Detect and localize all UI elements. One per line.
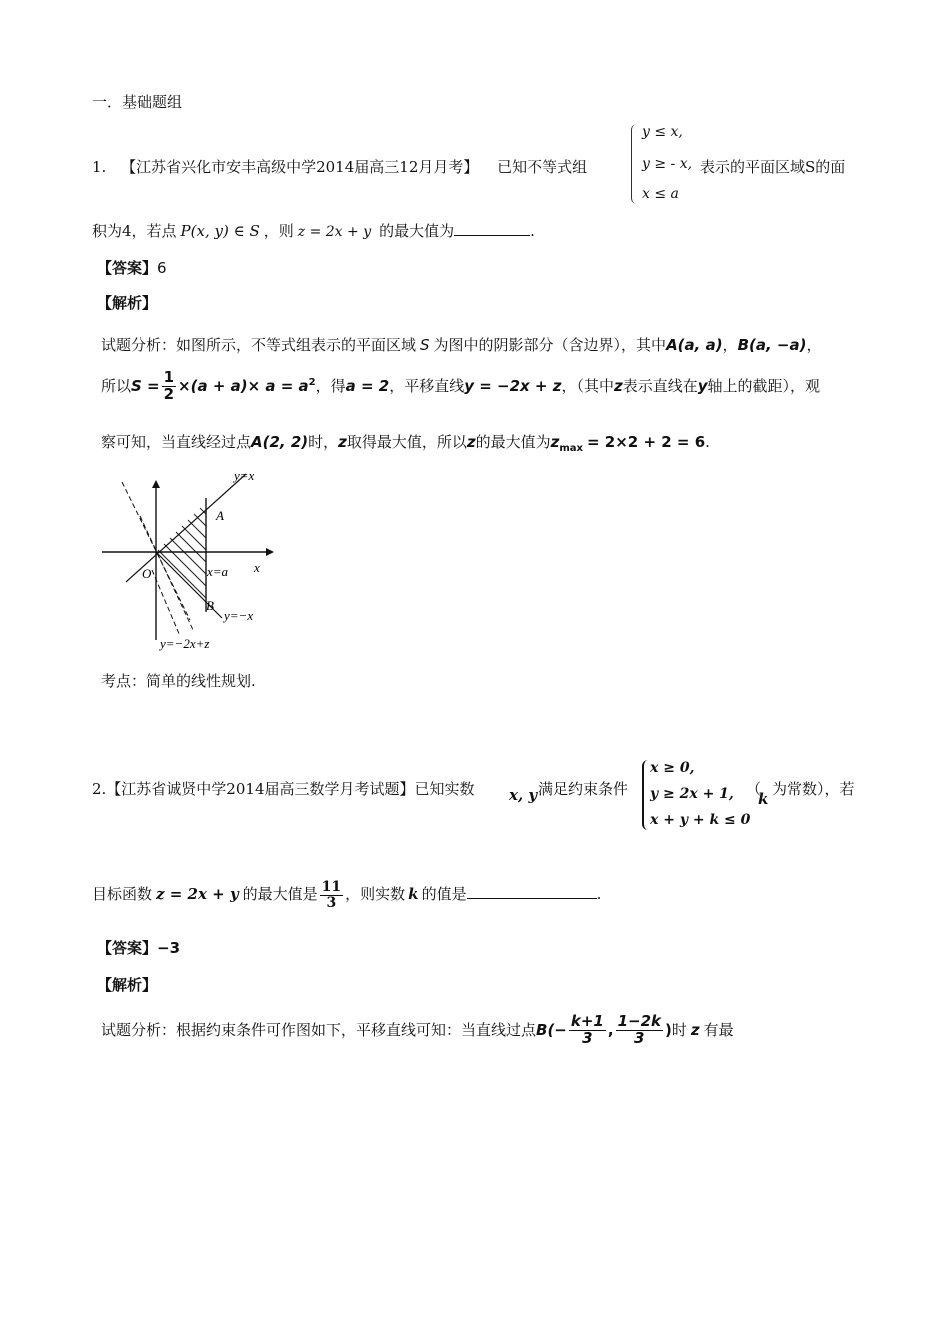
q2-analysis-line (101, 1014, 734, 1047)
q2-analysis-comma: , (607, 1020, 614, 1039)
q1-answer-label: 【答案】 (97, 259, 158, 277)
q1-system-brace (631, 124, 638, 204)
q1-expr: z = 2x + y (297, 224, 372, 240)
q2-line2-c: ，则实数 (345, 885, 406, 904)
q1-analysis-text-2a: 所以 (101, 376, 132, 395)
q2-k: k (758, 790, 769, 808)
q1-figure-label-O: O (142, 566, 152, 581)
q1-analysis-point-A: A(a, a) (666, 336, 723, 354)
q1-analysis-line3 (101, 431, 710, 454)
q1-analysis-sup: 2 (308, 376, 316, 388)
q1-system-line-2: y ≥ - x, (642, 156, 693, 172)
q1-answer-blank[interactable] (454, 221, 530, 236)
q1-line1 (92, 156, 587, 177)
q2-number-source: 2.【江苏省诚贤中学2014届高三数学月考试题】 (92, 780, 415, 798)
q1-figure-label-A: A (216, 508, 224, 523)
q1-analysis-text-2e: 表示直线在 (622, 376, 698, 395)
q1-stem-before: 已知不等式组 (497, 158, 588, 176)
q1-system-line-3: x ≤ a (642, 186, 679, 202)
q1-analysis-text-2d: ，（其中 (561, 376, 614, 395)
q1-analysis-zmax-value: = 2×2 + 2 = 6 (587, 433, 706, 451)
q2-answer-value: −3 (157, 939, 181, 957)
q1-system-line-1: y ≤ x, (642, 124, 683, 140)
q2-max-fraction: $\frac{11}{3}$ (321, 879, 342, 911)
q2-analysis-z: z (690, 1020, 700, 1039)
q1-analysis-zmax-sub: max (559, 443, 584, 454)
q2-answer-label: 【答案】 (97, 939, 158, 957)
q1-number: 1. (92, 158, 107, 176)
q1-analysis-S-eq: S = (131, 376, 160, 395)
q1-analysis-line-eq: y = −2x + z (464, 376, 562, 395)
q1-figure-y-arrow-icon (152, 480, 160, 488)
q1-analysis-text-3b: 时， (308, 433, 339, 451)
q1-analysis-text-1c: ， (722, 336, 738, 354)
q1-analysis-z2: z (338, 433, 347, 451)
q1-analysis-half: $\frac{1}{2}$ (163, 368, 175, 403)
q2-answer (97, 937, 180, 958)
q2-paren-open: （ (746, 780, 762, 798)
q1-line2-end: . (530, 222, 535, 240)
q1-analysis-point-A22: A(2, 2) (251, 433, 309, 451)
q1-answer (97, 257, 167, 278)
q2-system-line-3: x + y + k ≤ 0 (650, 812, 751, 828)
q1-analysis-area-expr: ×(a + a)× a = a (178, 376, 309, 395)
q1-analysis-text-2c: ，平移直线 (389, 376, 465, 395)
q1-analysis-text-3d: 的最大值为 (475, 433, 551, 451)
q1-analysis-z3: z (466, 433, 476, 451)
q2-analysis-text-b: 时 (671, 1020, 687, 1039)
q1-line2-b: ，则 (263, 222, 294, 240)
q1-analysis-y: y (697, 376, 708, 395)
q1-figure-label-yx: y=x (234, 468, 255, 483)
q2-analysis-frac-1: $\frac{k+1}{3}$ (570, 1012, 604, 1047)
q1-analysis-S: S (420, 336, 430, 354)
q2-system-brace (642, 760, 650, 830)
q1-analysis-text-1d: ， (806, 336, 822, 354)
q1-line2 (92, 220, 535, 241)
q1-analysis-text-2f: 轴上的截距），观 (707, 376, 820, 395)
q2-system-line-1: x ≥ 0, (650, 760, 695, 776)
section-heading: 一．基础题组 (92, 93, 183, 111)
q1-source: 【江苏省兴化市安丰高级中学2014届高三12月月考】 (121, 158, 479, 176)
q1-figure-label-line: y=−2x+z (160, 636, 210, 651)
q2-vars: x, y (509, 786, 538, 804)
q2-line2-end: . (596, 885, 602, 904)
q1-analysis-point-B: B(a, −a) (737, 336, 807, 354)
q2-analysis-text-a: 试题分析：根据约束条件可作图如下，平移直线可知：当直线过点 (101, 1020, 537, 1039)
q2-line2-a: 目标函数 (92, 885, 153, 904)
q1-figure-x-arrow-icon (266, 548, 274, 556)
q2-line2-d: 的值是 (421, 885, 467, 904)
q1-analysis-z: z (613, 376, 623, 395)
q1-analysis-text-3c: 取得最大值，所以 (346, 433, 467, 451)
q2-answer-blank[interactable] (467, 884, 597, 899)
q1-answer-value: 6 (157, 259, 167, 277)
q2-paren-text: 为常数），若 (772, 780, 855, 798)
q1-analysis-text-1a: 试题分析：如图所示，不等式组表示的平面区域 (101, 336, 417, 354)
q1-analysis-line2 (101, 370, 820, 403)
q2-analysis-text-c: 有最 (703, 1020, 734, 1039)
q2-line1 (92, 778, 475, 799)
q2-line2-b: 的最大值是 (242, 885, 318, 904)
q2-analysis-frac-2: $\frac{1-2k}{3}$ (617, 1012, 661, 1047)
q2-analysis-label: 【解析】 (97, 976, 158, 994)
q1-analysis-text-2b: ，得 (315, 376, 346, 395)
q1-line2-c: 的最大值为 (379, 222, 455, 240)
q1-analysis-a-value: a = 2 (345, 376, 390, 395)
q1-figure (96, 468, 296, 656)
q2-system-line-2: y ≥ 2x + 1, (650, 786, 734, 802)
q1-stem-after: 表示的平面区域S的面 (700, 158, 846, 176)
q2-line2-k: k (408, 885, 419, 904)
q2-stem-a: 已知实数 (414, 780, 475, 798)
q2-analysis-point-B: B(− (536, 1020, 567, 1039)
q1-figure-label-x: x (254, 560, 260, 575)
q2-objective: z = 2x + y (156, 885, 239, 904)
q1-kaodian: 考点：简单的线性规划. (101, 672, 256, 690)
q1-figure-label-xa: x=a (207, 564, 229, 579)
q2-stem-b: 满足约束条件 (538, 780, 629, 798)
q2-analysis-close: ) (664, 1020, 672, 1039)
q1-analysis-text-3end: . (705, 433, 710, 451)
q1-figure-label-ynx: y=−x (224, 608, 254, 623)
q1-line2-a: 积为4，若点 (92, 222, 177, 240)
q1-analysis-label: 【解析】 (97, 294, 158, 312)
q1-analysis-text-3a: 察可知，当直线经过点 (101, 433, 252, 451)
q1-figure-label-B: B (206, 598, 214, 613)
q2-line2 (92, 880, 601, 910)
q1-analysis-zmax: z (550, 433, 560, 451)
q1-analysis-line1 (101, 334, 821, 355)
q1-analysis-text-1b: 为图中的阴影部分（含边界），其中 (433, 336, 667, 354)
q1-point: P(x, y) ∈ S (180, 222, 260, 240)
